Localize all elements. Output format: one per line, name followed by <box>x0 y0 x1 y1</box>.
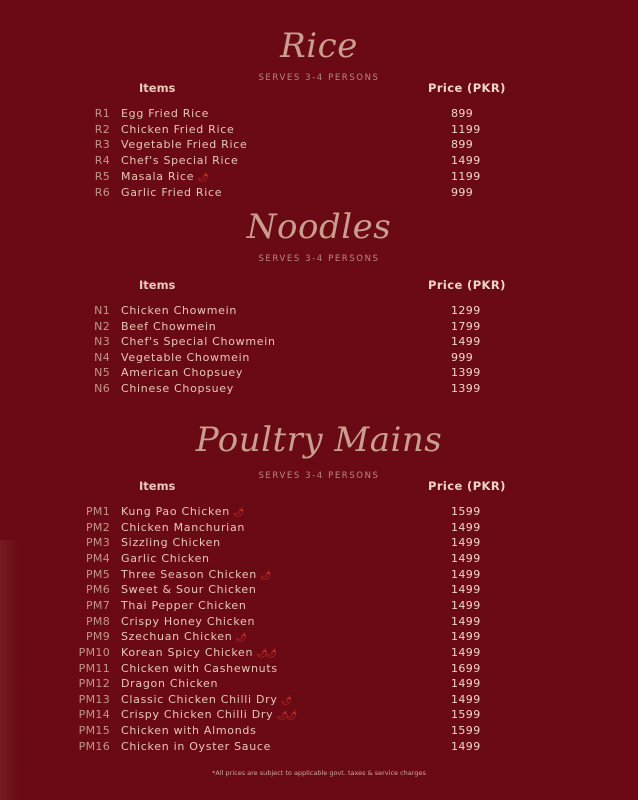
item-price: 1499 <box>451 645 481 659</box>
item-price: 1699 <box>451 661 481 675</box>
item-code: PM6 <box>85 583 110 597</box>
item-code: PM14 <box>78 708 110 722</box>
item-name <box>121 382 234 395</box>
footnote: *All prices are subject to applicable govt. taxes & service charges <box>212 769 426 777</box>
item-name <box>121 630 245 643</box>
item-name-text: Egg Fried Rice <box>121 107 210 120</box>
item-code: N2 <box>94 319 110 333</box>
item-name <box>121 568 269 581</box>
item-price: 1299 <box>451 304 481 317</box>
item-price: 1499 <box>451 520 481 534</box>
chili-icon: 🌶 <box>235 633 245 644</box>
section-title: Noodles <box>246 207 392 247</box>
item-name-text: Chinese Chopsuey <box>121 382 234 395</box>
item-price: 1499 <box>451 567 481 581</box>
item-price: 1499 <box>451 692 481 706</box>
menu-item-row <box>0 186 638 202</box>
item-price: 1599 <box>451 505 481 518</box>
item-price: 1599 <box>451 724 481 738</box>
item-name-text: Chicken Chowmein <box>121 304 238 317</box>
item-code: R4 <box>94 154 110 168</box>
item-name <box>121 646 275 659</box>
menu-item-row <box>0 740 638 756</box>
item-name <box>121 154 239 167</box>
item-name <box>121 138 247 151</box>
item-name-text: Garlic Fried Rice <box>121 185 223 199</box>
section-title: Poultry Mains <box>195 420 443 460</box>
menu-item-row <box>0 320 638 336</box>
menu-item-row <box>0 646 638 662</box>
menu-item-row <box>0 123 638 139</box>
section-title: Rice <box>280 26 358 66</box>
item-price: 1199 <box>451 122 481 136</box>
item-code: PM2 <box>85 520 110 534</box>
item-price: 1499 <box>451 598 481 612</box>
item-name <box>121 583 257 596</box>
item-name <box>121 304 237 317</box>
item-price: 899 <box>451 107 474 120</box>
menu-item-row <box>0 335 638 351</box>
item-code: PM16 <box>78 739 110 753</box>
menu-item-row <box>0 304 638 320</box>
item-name <box>121 170 207 183</box>
item-price: 1799 <box>451 319 481 333</box>
item-price: 1499 <box>451 630 481 644</box>
menu-item-row <box>0 693 638 709</box>
item-name <box>121 677 218 690</box>
column-header-price: Price (PKR) <box>428 479 506 493</box>
item-code: PM1 <box>85 505 110 518</box>
item-name <box>121 123 234 136</box>
chili-icon: 🌶 <box>197 172 207 183</box>
item-name-text: Kung Pao Chicken <box>121 505 230 518</box>
item-name-text: Three Season Chicken <box>121 567 257 581</box>
item-name <box>121 366 243 379</box>
menu-item-row <box>0 351 638 367</box>
chili-icon: 🌶🌶 <box>256 648 276 659</box>
menu-item-row <box>0 677 638 693</box>
item-code: R3 <box>94 138 110 152</box>
item-code: R1 <box>94 107 110 120</box>
item-name-text: Chicken in Oyster Sauce <box>121 739 272 753</box>
menu-item-row <box>0 366 638 382</box>
item-price: 1499 <box>451 551 481 565</box>
item-name <box>121 599 247 612</box>
item-name <box>121 351 250 364</box>
item-code: PM3 <box>85 536 110 550</box>
menu-item-row <box>0 138 638 154</box>
item-name-text: Vegetable Chowmein <box>121 350 251 364</box>
item-code: PM8 <box>85 614 110 628</box>
menu-item-row <box>0 552 638 568</box>
item-name <box>121 724 257 737</box>
item-name-text: Thai Pepper Chicken <box>121 598 247 612</box>
item-name-text: Garlic Chicken <box>121 551 210 565</box>
chili-icon: 🌶 <box>232 508 243 518</box>
item-price: 1499 <box>451 739 481 753</box>
item-name-text: Dragon Chicken <box>121 677 219 691</box>
item-code: N1 <box>94 304 110 317</box>
item-price: 1499 <box>451 154 481 168</box>
item-name-text: Chef's Special Chowmein <box>121 335 276 349</box>
item-code: R2 <box>94 122 110 136</box>
column-header-items: Items <box>139 479 176 493</box>
item-name <box>121 740 271 753</box>
menu-item-row <box>0 382 638 398</box>
item-code: R5 <box>94 169 110 183</box>
item-price: 1399 <box>451 382 481 395</box>
item-code: PM5 <box>85 567 110 581</box>
item-name <box>121 615 255 628</box>
column-header-price: Price (PKR) <box>428 81 506 95</box>
item-code: PM11 <box>78 661 110 675</box>
item-name <box>121 107 209 120</box>
item-name-text: Chef's Special Rice <box>121 154 239 168</box>
menu-item-row <box>0 505 638 521</box>
item-name <box>121 320 216 333</box>
menu-item-row <box>0 615 638 631</box>
item-price: 1199 <box>451 169 481 183</box>
item-price: 1499 <box>451 335 481 349</box>
item-name-text: Vegetable Fried Rice <box>121 138 248 152</box>
column-header-price: Price (PKR) <box>428 278 506 292</box>
item-name-text: Classic Chicken Chilli Dry <box>121 692 278 706</box>
item-code: N5 <box>94 366 110 380</box>
menu-item-row <box>0 521 638 537</box>
item-price: 999 <box>451 185 474 199</box>
chili-icon: 🌶 <box>280 695 291 706</box>
item-price: 1499 <box>451 614 481 628</box>
serves-note: SERVES 3-4 PERSONS <box>258 73 380 83</box>
item-name <box>121 552 210 565</box>
serves-note: SERVES 3-4 PERSONS <box>258 254 380 264</box>
item-code: PM7 <box>85 598 110 612</box>
item-code: N6 <box>94 382 110 395</box>
item-name <box>121 708 295 721</box>
item-name <box>121 521 245 534</box>
item-name-text: Szechuan Chicken <box>121 630 233 644</box>
item-code: PM4 <box>85 551 110 565</box>
item-name-text: Chicken with Cashewnuts <box>121 661 278 675</box>
item-name-text: Korean Spicy Chicken <box>121 645 254 659</box>
item-code: PM12 <box>78 677 110 691</box>
item-name-text: Masala Rice <box>121 169 195 183</box>
item-name <box>121 186 222 199</box>
item-code: R6 <box>94 185 110 199</box>
item-price: 1399 <box>451 366 481 380</box>
serves-note: SERVES 3-4 PERSONS <box>258 471 380 481</box>
menu-item-row <box>0 630 638 646</box>
item-code: N4 <box>94 350 110 364</box>
item-name-text: Chicken Manchurian <box>121 520 246 534</box>
item-price: 1499 <box>451 536 481 550</box>
menu-item-row <box>0 107 638 123</box>
item-code: PM13 <box>78 692 110 706</box>
item-name <box>121 693 290 706</box>
menu-item-row <box>0 536 638 552</box>
chili-icon: 🌶 <box>259 570 270 581</box>
menu-item-row <box>0 724 638 740</box>
item-name-text: Beef Chowmein <box>121 319 217 333</box>
item-code: PM9 <box>85 630 110 644</box>
item-price: 1499 <box>451 677 481 691</box>
item-code: N3 <box>94 335 110 349</box>
item-name-text: Crispy Chicken Chilli Dry <box>121 708 274 722</box>
item-name-text: Crispy Honey Chicken <box>121 614 256 628</box>
item-name-text: American Chopsuey <box>121 366 244 380</box>
column-header-items: Items <box>139 81 176 95</box>
menu-item-row <box>0 599 638 615</box>
item-name-text: Chicken Fried Rice <box>121 122 235 136</box>
item-name <box>121 335 276 348</box>
menu-item-row <box>0 708 638 724</box>
item-name-text: Sweet & Sour Chicken <box>121 583 257 597</box>
menu-item-row <box>0 154 638 170</box>
item-name-text: Chicken with Almonds <box>121 724 257 738</box>
menu-item-row <box>0 583 638 599</box>
item-code: PM10 <box>78 645 110 659</box>
chili-icon: 🌶🌶 <box>276 711 296 722</box>
item-name-text: Sizzling Chicken <box>121 536 221 550</box>
column-header-items: Items <box>139 278 176 292</box>
item-price: 1599 <box>451 708 481 722</box>
menu-item-row <box>0 662 638 678</box>
item-price: 899 <box>451 138 474 152</box>
menu-item-row <box>0 170 638 186</box>
menu-item-row <box>0 568 638 584</box>
item-name <box>121 505 242 518</box>
item-name <box>121 662 278 675</box>
item-code: PM15 <box>78 724 110 738</box>
item-price: 999 <box>451 350 474 364</box>
item-name <box>121 536 221 549</box>
item-price: 1499 <box>451 583 481 597</box>
